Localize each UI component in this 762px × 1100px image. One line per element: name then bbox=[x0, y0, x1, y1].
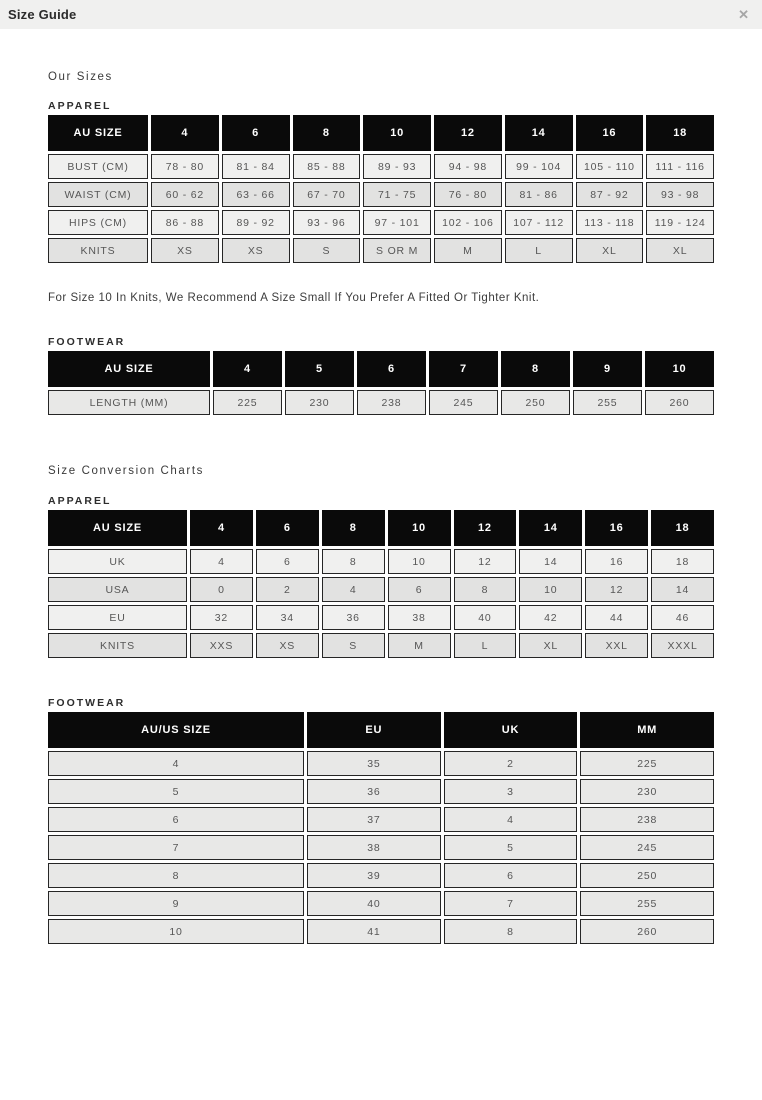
column-header: EU bbox=[307, 712, 441, 748]
table-cell: 97 - 101 bbox=[363, 210, 431, 235]
column-header: 10 bbox=[363, 115, 431, 151]
table-cell: 10 bbox=[519, 577, 582, 602]
table-cell: 12 bbox=[454, 549, 517, 574]
table-cell: WAIST (CM) bbox=[48, 182, 148, 207]
table-cell: XXS bbox=[190, 633, 253, 658]
table-cell: 107 - 112 bbox=[505, 210, 573, 235]
table-cell: 12 bbox=[585, 577, 648, 602]
table-cell: 81 - 84 bbox=[222, 154, 290, 179]
table-cell: LENGTH (MM) bbox=[48, 390, 210, 415]
table-cell: XS bbox=[256, 633, 319, 658]
header-row bbox=[48, 351, 714, 387]
table-cell: 6 bbox=[48, 807, 304, 832]
dialog-title: Size Guide bbox=[8, 7, 77, 22]
table-cell: S bbox=[322, 633, 385, 658]
heading-apparel-conversion: APPAREL bbox=[48, 495, 112, 507]
column-header: 9 bbox=[573, 351, 642, 387]
column-header: 18 bbox=[651, 510, 714, 546]
table-cell: XS bbox=[151, 238, 219, 263]
table-cell: XS bbox=[222, 238, 290, 263]
table-cell: M bbox=[434, 238, 502, 263]
table-row bbox=[48, 605, 714, 630]
table-cell: UK bbox=[48, 549, 187, 574]
table-cell: S bbox=[293, 238, 361, 263]
knits-note: For Size 10 In Knits, We Recommend A Size Small If You Prefer A Fitted Or Tighter Knit. bbox=[48, 292, 540, 304]
table-cell: 4 bbox=[48, 751, 304, 776]
table-cell: 86 - 88 bbox=[151, 210, 219, 235]
table-cell: 44 bbox=[585, 605, 648, 630]
column-header: 14 bbox=[519, 510, 582, 546]
table-cell: 89 - 92 bbox=[222, 210, 290, 235]
header-row bbox=[48, 712, 714, 748]
table-row bbox=[48, 891, 714, 916]
column-header: 4 bbox=[190, 510, 253, 546]
table-cell: 119 - 124 bbox=[646, 210, 714, 235]
table-cell: 63 - 66 bbox=[222, 182, 290, 207]
table-cell: 42 bbox=[519, 605, 582, 630]
column-header: 4 bbox=[213, 351, 282, 387]
column-header: 14 bbox=[505, 115, 573, 151]
table-cell: USA bbox=[48, 577, 187, 602]
table-cell: 250 bbox=[501, 390, 570, 415]
table-cell: XXL bbox=[585, 633, 648, 658]
table-cell: 5 bbox=[48, 779, 304, 804]
table-cell: 38 bbox=[388, 605, 451, 630]
table-cell: 32 bbox=[190, 605, 253, 630]
table-row bbox=[48, 210, 714, 235]
column-header: 10 bbox=[645, 351, 714, 387]
column-header: 16 bbox=[576, 115, 644, 151]
table-cell: 40 bbox=[307, 891, 441, 916]
column-header: 5 bbox=[285, 351, 354, 387]
table-cell: 85 - 88 bbox=[293, 154, 361, 179]
table-cell: 245 bbox=[429, 390, 498, 415]
heading-footwear-sizes: FOOTWEAR bbox=[48, 336, 126, 348]
table-cell: 93 - 96 bbox=[293, 210, 361, 235]
column-header: 12 bbox=[434, 115, 502, 151]
table-cell: 111 - 116 bbox=[646, 154, 714, 179]
header-row bbox=[48, 115, 714, 151]
table-cell: 2 bbox=[444, 751, 578, 776]
table-cell: S OR M bbox=[363, 238, 431, 263]
table-cell: 87 - 92 bbox=[576, 182, 644, 207]
table-cell: 5 bbox=[444, 835, 578, 860]
column-header: 8 bbox=[322, 510, 385, 546]
table-cell: KNITS bbox=[48, 633, 187, 658]
table-row bbox=[48, 390, 714, 415]
table-row bbox=[48, 182, 714, 207]
table-cell: 6 bbox=[444, 863, 578, 888]
apparel-conversion-table bbox=[45, 507, 717, 661]
table-row bbox=[48, 633, 714, 658]
table-cell: 260 bbox=[580, 919, 714, 944]
table-cell: 102 - 106 bbox=[434, 210, 502, 235]
column-header: 6 bbox=[222, 115, 290, 151]
footwear-conversion-table bbox=[45, 709, 717, 947]
column-header: 8 bbox=[501, 351, 570, 387]
table-cell: 37 bbox=[307, 807, 441, 832]
table-row bbox=[48, 549, 714, 574]
table-cell: 105 - 110 bbox=[576, 154, 644, 179]
column-header: AU/US SIZE bbox=[48, 712, 304, 748]
table-cell: L bbox=[505, 238, 573, 263]
table-cell: 41 bbox=[307, 919, 441, 944]
apparel-sizes-table bbox=[45, 112, 717, 266]
table-cell: 71 - 75 bbox=[363, 182, 431, 207]
table-cell: 230 bbox=[285, 390, 354, 415]
table-cell: XL bbox=[646, 238, 714, 263]
table-cell: 2 bbox=[256, 577, 319, 602]
table-cell: 8 bbox=[322, 549, 385, 574]
column-header: 6 bbox=[357, 351, 426, 387]
dialog-header bbox=[0, 0, 762, 29]
column-header: AU SIZE bbox=[48, 510, 187, 546]
table-cell: 10 bbox=[388, 549, 451, 574]
table-cell: KNITS bbox=[48, 238, 148, 263]
table-cell: XL bbox=[519, 633, 582, 658]
column-header: 18 bbox=[646, 115, 714, 151]
close-icon[interactable]: ✕ bbox=[738, 7, 749, 22]
table-cell: 225 bbox=[580, 751, 714, 776]
footwear-sizes-table bbox=[45, 348, 717, 418]
table-cell: 113 - 118 bbox=[576, 210, 644, 235]
table-cell: 36 bbox=[322, 605, 385, 630]
table-row bbox=[48, 154, 714, 179]
table-cell: 6 bbox=[256, 549, 319, 574]
table-cell: 67 - 70 bbox=[293, 182, 361, 207]
table-row bbox=[48, 807, 714, 832]
table-cell: HIPS (CM) bbox=[48, 210, 148, 235]
table-cell: 81 - 86 bbox=[505, 182, 573, 207]
table-cell: 9 bbox=[48, 891, 304, 916]
table-cell: 4 bbox=[322, 577, 385, 602]
table-cell: 230 bbox=[580, 779, 714, 804]
table-cell: 40 bbox=[454, 605, 517, 630]
table-cell: 7 bbox=[48, 835, 304, 860]
table-cell: 255 bbox=[573, 390, 642, 415]
table-cell: 99 - 104 bbox=[505, 154, 573, 179]
table-cell: 18 bbox=[651, 549, 714, 574]
table-cell: 34 bbox=[256, 605, 319, 630]
table-cell: 225 bbox=[213, 390, 282, 415]
header-row bbox=[48, 510, 714, 546]
column-header: UK bbox=[444, 712, 578, 748]
table-cell: 46 bbox=[651, 605, 714, 630]
table-cell: 10 bbox=[48, 919, 304, 944]
table-cell: XL bbox=[576, 238, 644, 263]
table-row bbox=[48, 779, 714, 804]
column-header: 6 bbox=[256, 510, 319, 546]
column-header: 4 bbox=[151, 115, 219, 151]
table-cell: 4 bbox=[190, 549, 253, 574]
column-header: 16 bbox=[585, 510, 648, 546]
table-cell: M bbox=[388, 633, 451, 658]
table-cell: 8 bbox=[48, 863, 304, 888]
column-header: 8 bbox=[293, 115, 361, 151]
table-cell: 39 bbox=[307, 863, 441, 888]
table-cell: 89 - 93 bbox=[363, 154, 431, 179]
table-cell: 3 bbox=[444, 779, 578, 804]
table-cell: 0 bbox=[190, 577, 253, 602]
table-cell: 16 bbox=[585, 549, 648, 574]
table-row bbox=[48, 577, 714, 602]
table-cell: 8 bbox=[454, 577, 517, 602]
table-cell: 6 bbox=[388, 577, 451, 602]
column-header: 7 bbox=[429, 351, 498, 387]
table-cell: 94 - 98 bbox=[434, 154, 502, 179]
table-row bbox=[48, 835, 714, 860]
column-header: AU SIZE bbox=[48, 115, 148, 151]
table-cell: 238 bbox=[580, 807, 714, 832]
table-cell: 250 bbox=[580, 863, 714, 888]
table-row bbox=[48, 863, 714, 888]
column-header: 10 bbox=[388, 510, 451, 546]
table-cell: 238 bbox=[357, 390, 426, 415]
table-cell: 8 bbox=[444, 919, 578, 944]
heading-footwear-conversion: FOOTWEAR bbox=[48, 697, 126, 709]
table-cell: 245 bbox=[580, 835, 714, 860]
table-cell: 260 bbox=[645, 390, 714, 415]
table-row bbox=[48, 751, 714, 776]
table-cell: 93 - 98 bbox=[646, 182, 714, 207]
table-cell: L bbox=[454, 633, 517, 658]
heading-apparel-sizes: APPAREL bbox=[48, 100, 112, 112]
column-header: 12 bbox=[454, 510, 517, 546]
table-cell: 78 - 80 bbox=[151, 154, 219, 179]
table-cell: 14 bbox=[519, 549, 582, 574]
table-cell: 7 bbox=[444, 891, 578, 916]
column-header: AU SIZE bbox=[48, 351, 210, 387]
dialog-body bbox=[0, 71, 762, 947]
table-cell: BUST (CM) bbox=[48, 154, 148, 179]
table-cell: EU bbox=[48, 605, 187, 630]
table-cell: 14 bbox=[651, 577, 714, 602]
table-row bbox=[48, 238, 714, 263]
table-row bbox=[48, 919, 714, 944]
table-cell: 36 bbox=[307, 779, 441, 804]
table-cell: XXXL bbox=[651, 633, 714, 658]
column-header: MM bbox=[580, 712, 714, 748]
section-title-conversion: Size Conversion Charts bbox=[48, 465, 205, 477]
table-cell: 60 - 62 bbox=[151, 182, 219, 207]
table-cell: 4 bbox=[444, 807, 578, 832]
table-cell: 76 - 80 bbox=[434, 182, 502, 207]
section-title-our-sizes: Our Sizes bbox=[48, 71, 113, 83]
table-cell: 255 bbox=[580, 891, 714, 916]
table-cell: 35 bbox=[307, 751, 441, 776]
table-cell: 38 bbox=[307, 835, 441, 860]
